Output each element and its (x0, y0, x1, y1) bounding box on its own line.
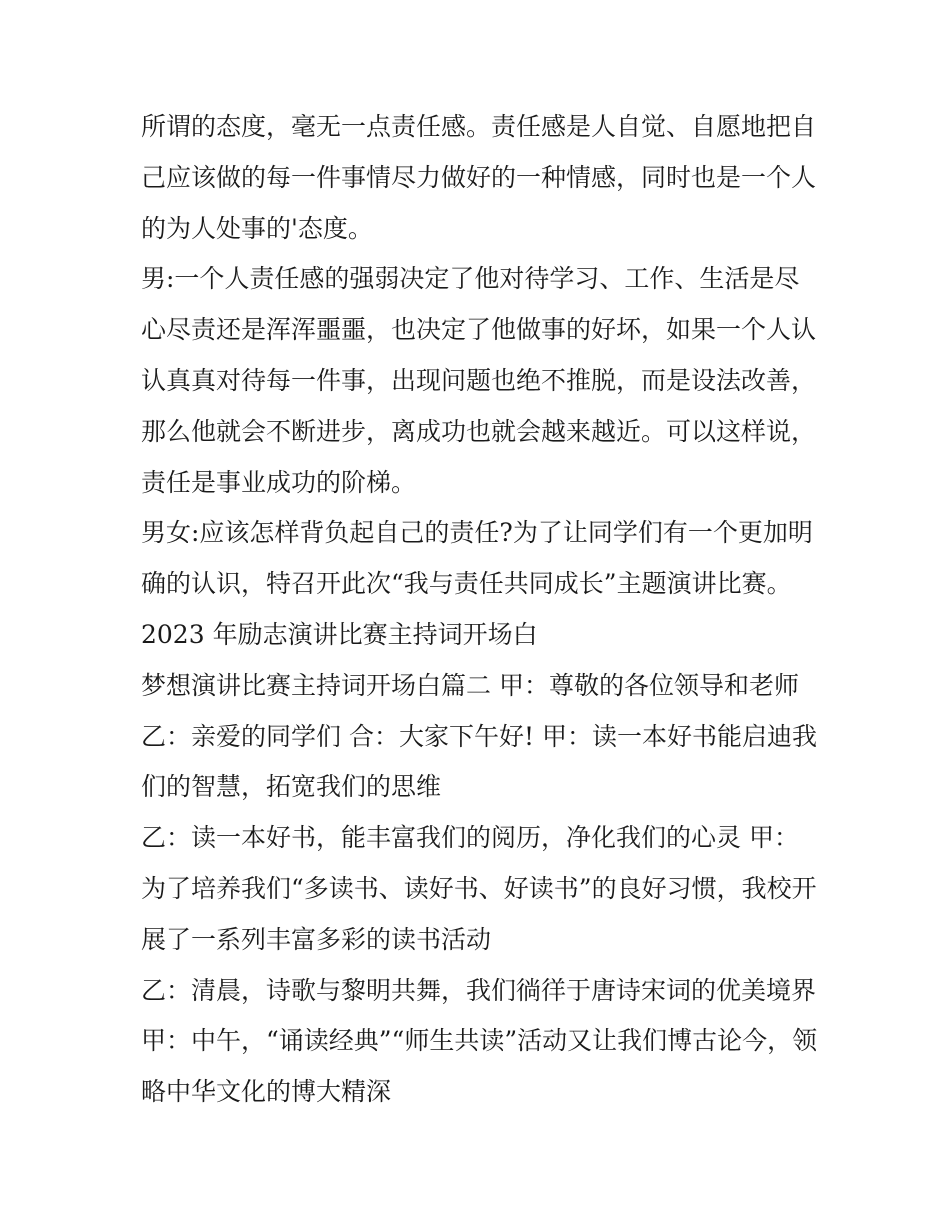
paragraph-responsibility-definition (141, 102, 821, 254)
text-line: 男女:应该怎样背负起自己的责任?为了让同学们有一个更加明 (141, 518, 813, 548)
paragraph-both-hosts (141, 508, 821, 610)
text-line: 确的认识，特召开此次“我与责任共同成长”主题演讲比赛。 (141, 569, 792, 599)
text-line: 们的智慧，拓宽我们的思维 (141, 772, 442, 802)
text-line: 展了一系列丰富多彩的读书活动 (141, 924, 492, 954)
text-line: 认真真对待每一件事，出现问题也绝不推脱，而是设法改善， (141, 365, 817, 395)
text-line: 略中华文化的博大精深 (141, 1077, 392, 1107)
text-line: 的为人处事的'态度。 (141, 213, 373, 243)
paragraph-noon (141, 1016, 821, 1118)
text-line: 梦想演讲比赛主持词开场白篇二 甲：尊敬的各位领导和老师 (141, 670, 799, 700)
text-line: 甲：中午，“诵读经典”“师生共读”活动又让我们博古论今，领 (141, 1026, 818, 1056)
paragraph-reading-benefits (141, 813, 821, 965)
text-line: 乙：亲爱的同学们 合：大家下午好! 甲：读一本好书能启迪我 (141, 721, 817, 751)
document-body (141, 102, 821, 1118)
text-line: 乙：清晨，诗歌与黎明共舞，我们徜徉于唐诗宋词的优美境界 (141, 975, 817, 1005)
text-line: 所谓的态度，毫无一点责任感。责任感是人自觉、自愿地把自 (141, 112, 817, 141)
text-line: 2023 年励志演讲比赛主持词开场白 (141, 619, 538, 649)
text-line: 己应该做的每一件事情尽力做好的一种情感，同时也是一个人 (141, 162, 817, 192)
text-line: 男:一个人责任感的强弱决定了他对待学习、工作、生活是尽 (141, 264, 800, 294)
text-line: 心尽责还是浑浑噩噩，也决定了他做事的好坏，如果一个人认 (141, 315, 817, 345)
text-line: 责任是事业成功的阶梯。 (141, 467, 417, 497)
paragraph-opening-greeting (141, 661, 821, 813)
paragraph-male-host (141, 254, 821, 508)
text-line: 那么他就会不断进步，离成功也就会越来越近。可以这样说， (141, 416, 817, 446)
paragraph-morning (141, 966, 821, 1017)
text-line: 乙：读一本好书，能丰富我们的阅历，净化我们的心灵 甲： (141, 823, 799, 853)
section-heading (141, 610, 821, 661)
text-line: 为了培养我们“多读书、读好书、好读书”的良好习惯，我校开 (141, 873, 817, 903)
